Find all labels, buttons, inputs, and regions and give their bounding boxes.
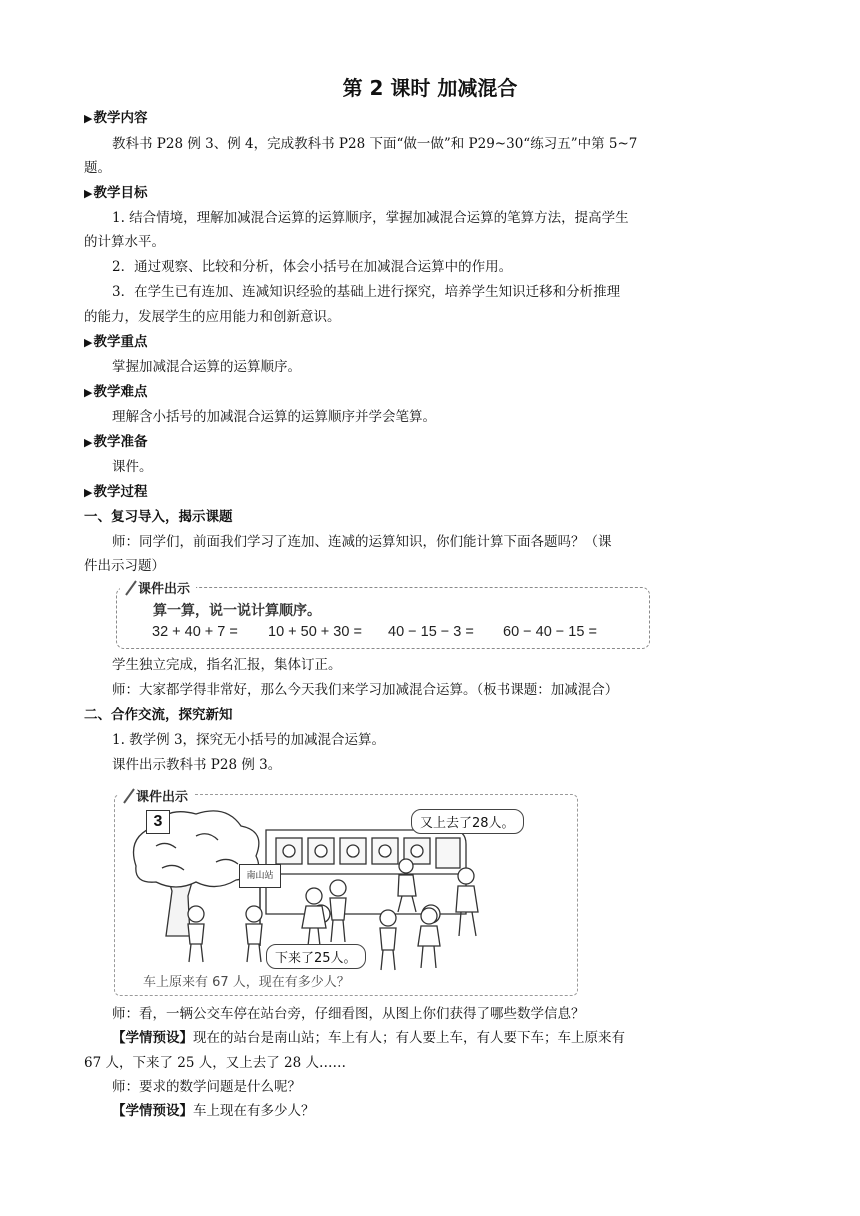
goal-line: 的能力，发展学生的应用能力和创新意识。 [84,309,341,325]
heading-text: 教学内容 [93,110,148,126]
tag-text: 课件出示 [136,790,189,805]
heading-text: 教学难点 [93,384,148,400]
exercise-instruction: 算一算，说一说计算顺序。 [153,603,321,619]
teacher-line: 师：大家都学得非常好，那么今天我们来学习加减混合运算。（板书课题：加减混合） [112,682,619,698]
goal-line: 3．在学生已有连加、连减知识经验的基础上进行探究，培养学生知识迁移和分析推理 [112,284,621,300]
tag-slash-icon [124,580,138,596]
goal-line: 1. 结合情境，理解加减混合运算的运算顺序，掌握加减混合运算的笔算方法，提高学生 [112,210,629,226]
teacher-line: 师：同学们，前面我们学习了连加、连减的运算知识，你们能计算下面各题吗？（课 [112,534,612,550]
bus-illustration [266,830,466,923]
speech-bubble-alighting: 下来了25人。 [266,944,366,969]
teacher-line: 师：看，一辆公交车停在站台旁，仔细看图，从图上你们获得了哪些数学信息？ [112,1006,585,1022]
teacher-line: 件出示习题） [84,558,165,574]
preset-label: 【学情预设】 [112,1030,193,1046]
section-heading-goals: ▶教学目标 [84,185,148,201]
equation: 40 − 15 − 3 = [388,624,474,640]
step-line: 1. 教学例 3，探究无小括号的加减混合运算。 [112,732,386,748]
equation: 10 + 50 + 30 = [268,624,362,640]
section-heading-prep: ▶教学准备 [84,434,148,450]
prep-text: 课件。 [112,459,153,475]
heading-text: 教学准备 [93,434,148,450]
bus-stop-sign: 南山站 [239,864,281,888]
part1-heading: 一、复习导入，揭示课题 [84,509,233,525]
section-heading-key: ▶教学重点 [84,334,148,350]
goal-line: 2．通过观察、比较和分析，体会小括号在加减混合运算中的作用。 [112,259,513,275]
equation: 32 + 40 + 7 = [152,624,238,640]
preset-line [112,1028,625,1048]
preset-text: 现在的站台是南山站；车上有人；有人要上车，有人要下车；车上原来有 [193,1030,625,1046]
heading-text: 教学重点 [93,334,148,350]
section-heading-process: ▶教学过程 [84,484,148,500]
content-line: 题。 [84,160,111,176]
teacher-line: 师：要求的数学问题是什么呢？ [112,1079,301,1095]
heading-text: 教学过程 [93,484,148,500]
courseware-tag [120,578,196,597]
illustration-caption: 车上原来有 67 人，现在有多少人？ [143,975,350,990]
section-heading-content: ▶教学内容 [84,110,148,126]
section-heading-difficulty: ▶教学难点 [84,384,148,400]
step-line: 课件出示教科书 P28 例 3。 [112,757,282,773]
tag-text: 课件出示 [138,582,191,597]
key-text: 掌握加减混合运算的运算顺序。 [112,359,301,375]
equation: 60 − 40 − 15 = [503,624,597,640]
preset-line [112,1101,315,1121]
preset-text: 车上现在有多少人？ [193,1103,315,1119]
content-line: 教科书 P28 例 3、例 4，完成教科书 P28 下面“做一做”和 P29~30“练习五”中第 5~7 [112,136,638,152]
goal-line: 的计算水平。 [84,234,165,250]
part2-heading: 二、合作交流，探究新知 [84,707,233,723]
preset-label: 【学情预设】 [112,1103,193,1119]
preset-line: 67 人，下来了 25 人，又上去了 28 人…… [84,1055,346,1071]
speech-bubble-boarding: 又上去了28人。 [411,809,524,834]
heading-text: 教学目标 [93,185,148,201]
student-line: 学生独立完成，指名汇报，集体订正。 [112,657,342,673]
difficulty-text: 理解含小括号的加减混合运算的运算顺序并学会笔算。 [112,409,436,425]
page-title: 第 2 课时 加减混合 [342,76,518,100]
example-number-badge: 3 [146,810,170,834]
